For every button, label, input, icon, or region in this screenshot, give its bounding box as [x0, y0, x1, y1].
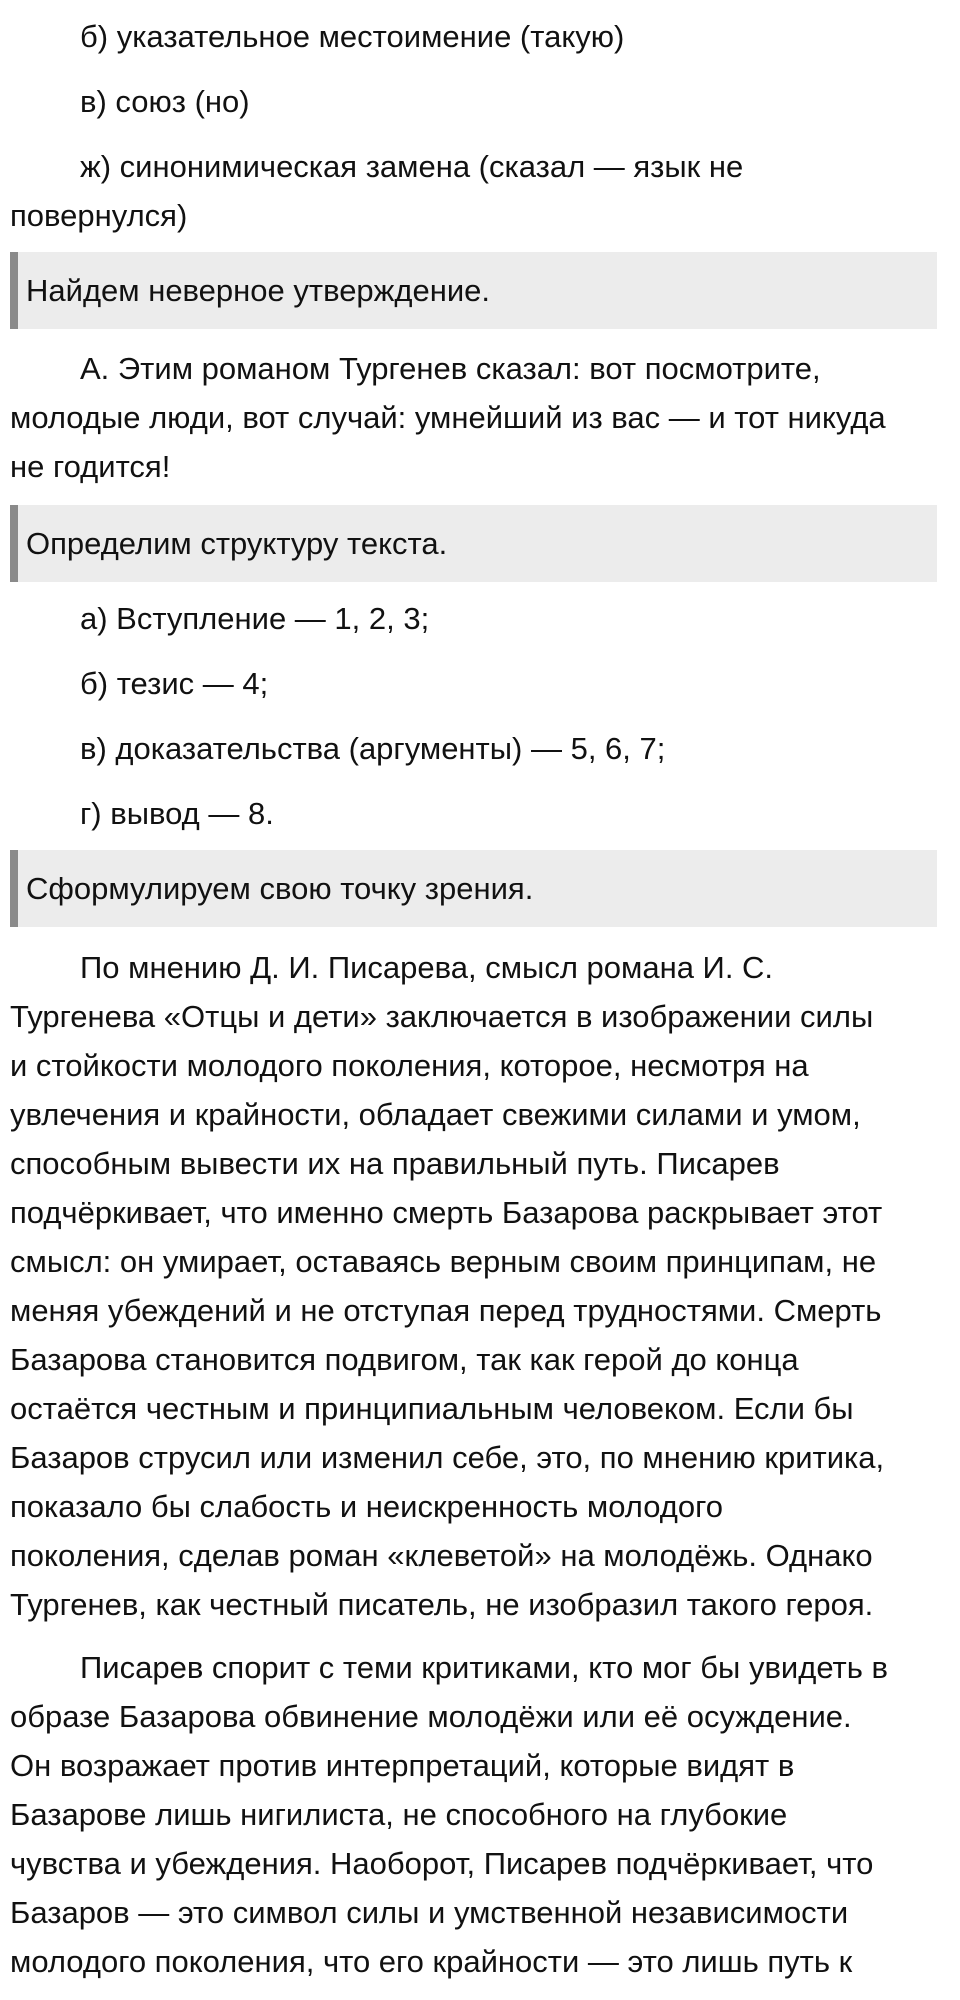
text-line: показало бы слабость и неискренность молодого — [10, 1489, 723, 1524]
text-line: способным вывести их на правильный путь. Писарев — [10, 1146, 780, 1181]
section-heading-point-of-view: Сформулируем свою точку зрения. — [10, 850, 937, 927]
text-line: Тургенева «Отцы и дети» заключается в изображении силы — [10, 999, 874, 1034]
list-item: б) указательное местоимение (такую) — [80, 19, 625, 54]
document-page — [10, 0, 955, 1986]
list-item: а) Вступление — 1, 2, 3; — [80, 601, 430, 636]
paragraph-pisarev-opinion — [10, 943, 955, 1629]
text-line: Базарове лишь нигилиста, не способного на глубокие — [10, 1797, 788, 1832]
text-line: и стойкости молодого поколения, которое, несмотря на — [10, 1048, 809, 1083]
text-line: Базаров — это символ силы и умственной независимости — [10, 1895, 849, 1930]
text-line: молодого поколения, что его крайности — это лишь путь к — [10, 1944, 853, 1979]
list-item: г) вывод — 8. — [80, 796, 274, 831]
list-item: б) тезис — 4; — [80, 666, 269, 701]
list-item: в) доказательства (аргументы) — 5, 6, 7; — [80, 731, 666, 766]
text-line: повернулся) — [10, 198, 188, 233]
text-line: ж) синонимическая замена (сказал — язык не — [80, 149, 744, 184]
text-line: По мнению Д. И. Писарева, смысл романа И. С. — [80, 950, 774, 985]
synonym-item — [10, 142, 955, 240]
text-line: Тургенев, как честный писатель, не изобразил такого героя. — [10, 1587, 874, 1622]
section-heading-text-structure: Определим структуру текста. — [10, 505, 937, 582]
text-line: Он возражает против интерпретаций, которые видят в — [10, 1748, 795, 1783]
answer-a-paragraph — [10, 344, 955, 491]
section-heading-incorrect-statement: Найдем неверное утверждение. — [10, 252, 937, 329]
list-item: в) союз (но) — [80, 84, 250, 119]
text-line: Базарова становится подвигом, так как герой до конца — [10, 1342, 799, 1377]
text-line: Писарев спорит с теми критиками, кто мог бы увидеть в — [80, 1650, 888, 1685]
text-line: молодые люди, вот случай: умнейший из вас — и тот никуда — [10, 400, 886, 435]
text-line: А. Этим романом Тургенев сказал: вот посмотрите, — [80, 351, 821, 386]
text-line: меняя убеждений и не отступая перед трудностями. Смерть — [10, 1293, 882, 1328]
text-line: поколения, сделав роман «клеветой» на молодёжь. Однако — [10, 1538, 873, 1573]
text-line: не годится! — [10, 449, 171, 484]
text-line: Базаров струсил или изменил себе, это, по мнению критика, — [10, 1440, 885, 1475]
text-line: увлечения и крайности, обладает свежими силами и умом, — [10, 1097, 861, 1132]
text-line: образе Базарова обвинение молодёжи или её осуждение. — [10, 1699, 852, 1734]
text-line: подчёркивает, что именно смерть Базарова раскрывает этот — [10, 1195, 883, 1230]
text-line: остаётся честным и принципиальным человеком. Если бы — [10, 1391, 854, 1426]
text-line: смысл: он умирает, оставаясь верным своим принципам, не — [10, 1244, 877, 1279]
text-line: чувства и убеждения. Наоборот, Писарев подчёркивает, что — [10, 1846, 874, 1881]
paragraph-pisarev-argument — [10, 1643, 955, 1986]
